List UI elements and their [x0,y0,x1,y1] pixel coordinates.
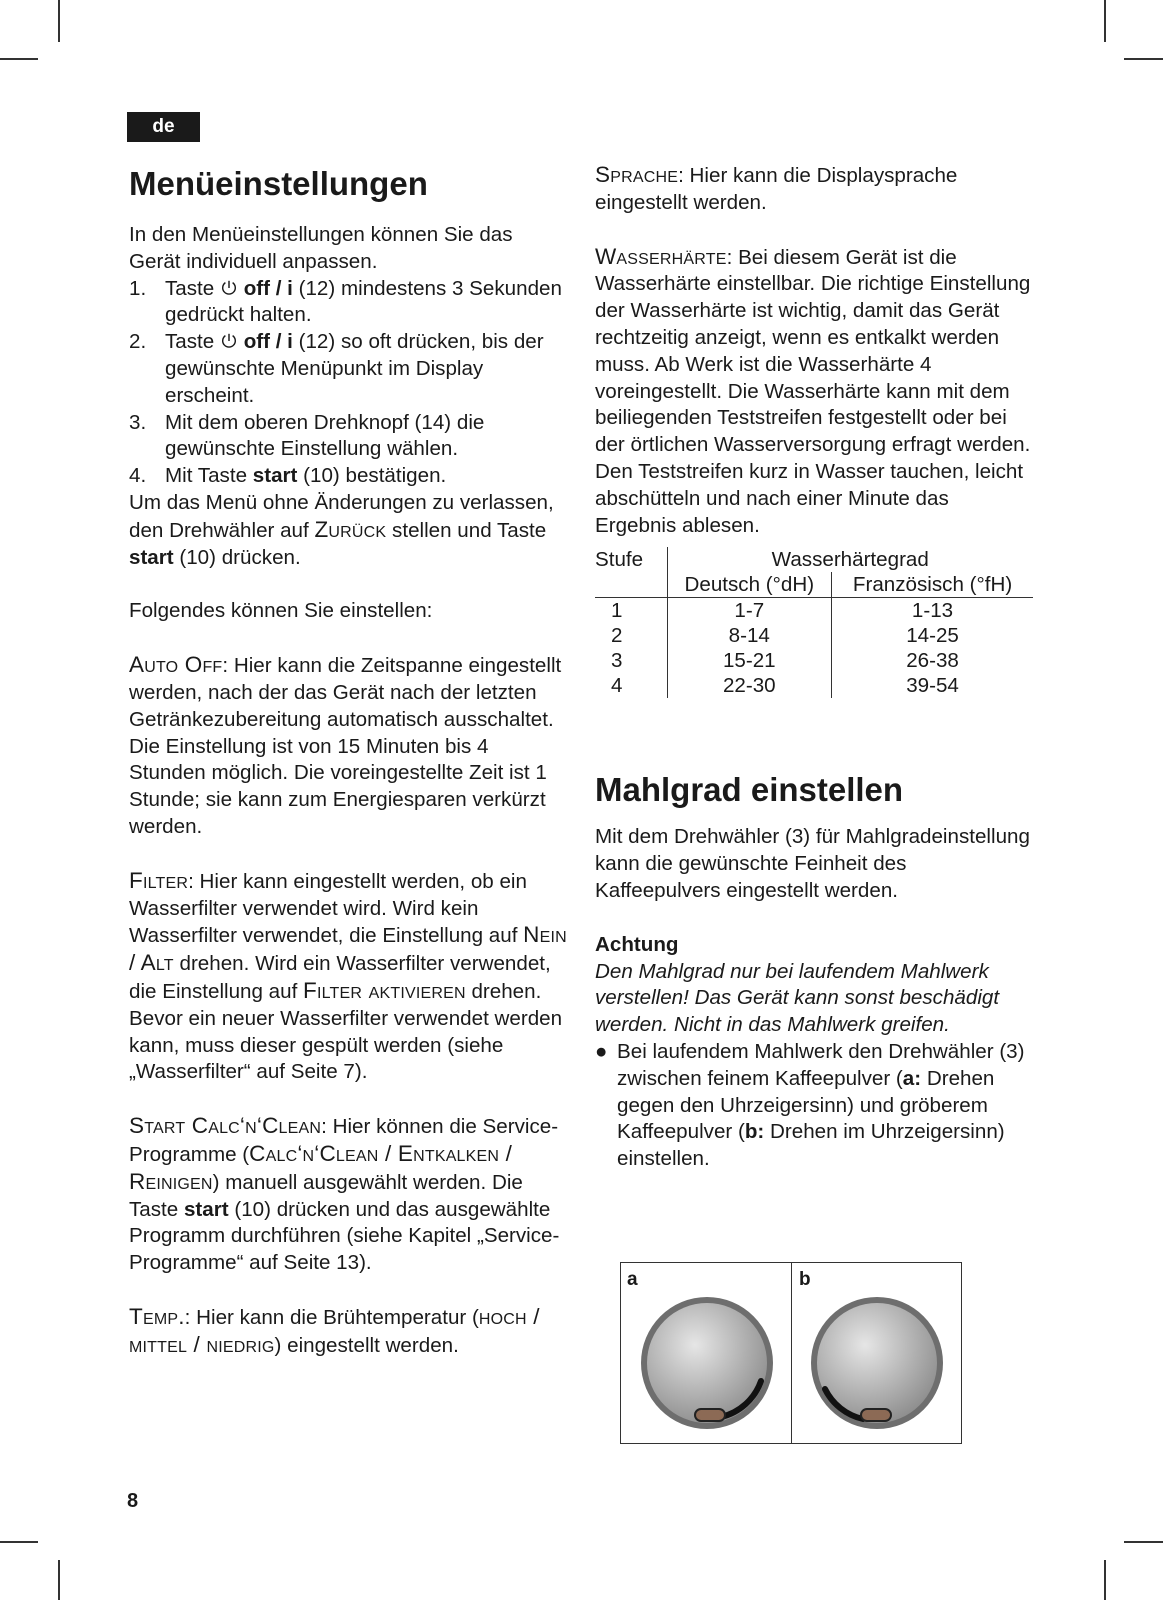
table-row: 4 22-30 39-54 [595,673,1033,698]
filter-paragraph: Filter: Hier kann eingestellt werden, ob ein Wasserfilter verwendet wird. Wird kein Wasserfilter verwendet, die Einstellung auf Nein / Alt drehen. Wird ein Wasserfilter verwendet, die Einstellung auf Filter aktivieren drehen. Bevor ein neuer Wasserfilter verwendet werden kann, muss dieser gespült werden (siehe „Wasserfilter“ auf Seite 7). [129,867,567,1084]
intro-text: In den Menüeinstellungen können Sie das Gerät individuell anpassen. [129,223,513,273]
list-item: 3. Mit dem oberen Drehknopf (14) die gewünschte Einstellung wählen. [129,410,485,461]
crop-mark [1124,1541,1163,1543]
warning-text: Den Mahlgrad nur bei laufendem Mahlwerk verstellen! Das Gerät kann sonst beschädigt werden. Nicht in das Mahlwerk greifen. [595,959,1000,1037]
table-row: 3 15-21 26-38 [595,648,1033,673]
calc-clean-paragraph: Start Calc‘n‘Clean: Hier können die Service-Programme (Calc‘n‘Clean / Entkalken / Reinigen) manuell ausgewählt werden. Die Taste start (10) drücken und das ausgewählte Programm durchführen (siehe Kapitel „Service-Programme“ auf Seite 13). [129,1113,560,1275]
crop-mark [58,0,60,42]
section-title-mahlgrad: Mahlgrad einstellen [595,771,904,809]
temp-paragraph: Temp.: Hier kann die Brühtemperatur (hoch / mittel / niedrig) eingestellt werden. [129,1303,540,1357]
steps-list [129,276,569,490]
figure-divider [791,1263,792,1443]
standby-icon [220,332,238,350]
figure-label-b: b [799,1269,811,1290]
crop-mark [1104,1560,1106,1600]
crop-mark [58,1560,60,1600]
teststreifen-paragraph: Den Teststreifen kurz in Wasser tauchen, leicht abschütteln und nach einer Minute das Ergebnis ablesen. [595,459,1024,537]
right-column [595,162,1035,1173]
list-item: 2. Taste off / i (12) so oft drücken, bis der gewünschte Menüpunkt im Display erscheint. [129,330,544,407]
leave-menu-text: Um das Menü ohne Änderungen zu verlassen, den Drehwähler auf Zurück stellen und Taste start (10) drücken. [129,490,554,569]
standby-icon [220,279,238,297]
auto-off-paragraph: Auto Off: Hier kann die Zeitspanne eingestellt werden, nach der das Gerät nach der letzten Getränkezubereitung automatisch ausschaltet. Die Einstellung ist von 15 Minuten bis 4 Stunden möglich. Die voreingestellte Zeit ist 1 Stunde; sie kann zum Energiesparen verkürzt werden. [129,652,562,838]
water-hardness-table [595,547,1033,698]
section-title-menu: Menüeinstellungen [129,165,428,202]
mahlgrad-text: Mit dem Drehwähler (3) für Mahlgradeinstellung kann die gewünschte Feinheit des Kaffeepulvers eingestellt werden. [595,825,1030,902]
crop-mark [0,1541,38,1543]
sprache-paragraph: Sprache: Hier kann die Displaysprache eingestellt werden. [595,162,958,214]
options-intro: Folgendes können Sie einstellen: [129,599,433,623]
table-row: 2 8-14 14-25 [595,623,1033,648]
crop-mark [1104,0,1106,42]
list-item: ● Bei laufendem Mahlwerk den Drehwähler (3) zwischen feinem Kaffeepulver (a: Drehen gegen den Uhrzeigersinn) und gröberem Kaffeepulver (b: Drehen im Uhrzeigersinn) einstellen. [595,1039,1035,1173]
bullet-icon: ● [595,1039,608,1063]
list-item: 1. Taste off / i (12) mindestens 3 Sekunden gedrückt halten. [129,276,562,327]
dial-fine-icon [637,1293,777,1433]
figure-label-a: a [627,1269,638,1290]
crop-mark [0,58,38,60]
page-number: 8 [127,1490,139,1512]
wasserhaerte-paragraph: Wasserhärte: Bei diesem Gerät ist die Wasserhärte einstellbar. Die richtige Einstellung der Wasserhärte ist wichtig, damit das Gerät rechtzeitig anzeigt, wenn es entkalkt werden muss. Ab Werk ist die Wasserhärte 4 voreingestellt. Die Wasserhärte kann mit dem beiliegenden Teststreifen festgestellt oder bei der örtlichen Wasserversorgung erfragt werden. [595,243,1031,457]
dial-coarse-icon [807,1293,947,1433]
table-header-row: Stufe Wasserhärtegrad [595,547,1033,572]
list-item: 4. Mit Taste start (10) bestätigen. [129,464,447,488]
table-header-row: Deutsch (°dH) Französisch (°fH) [595,572,1033,598]
grinder-dial-figure [620,1262,962,1444]
crop-mark [1124,58,1163,60]
language-tab: de [127,112,200,142]
table-row: 1 1-7 1-13 [595,598,1033,624]
warning-heading: Achtung [595,932,679,956]
left-column [129,162,569,1359]
